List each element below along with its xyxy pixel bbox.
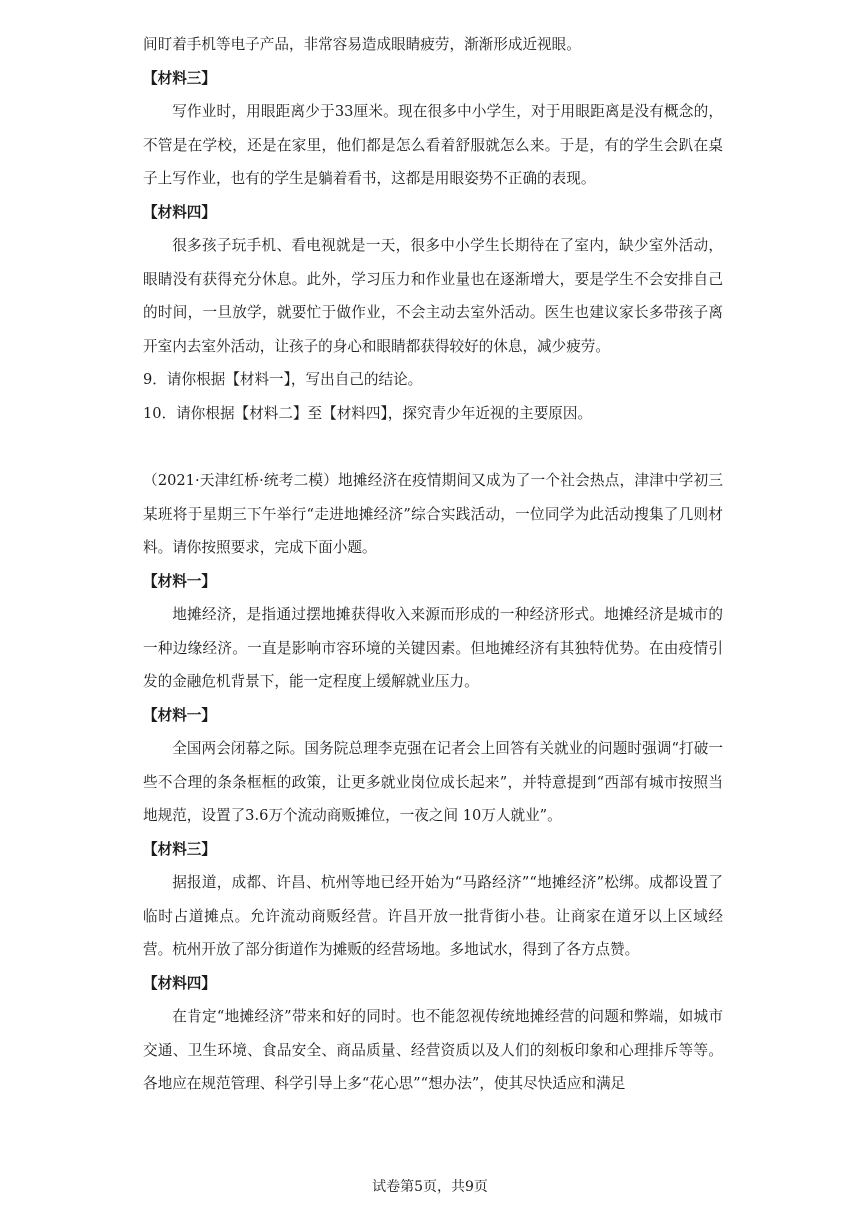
section-gap [143, 430, 723, 464]
material4-heading: 【材料四】 [143, 203, 216, 221]
question-9: 9．请你根据【材料一】，写出自己的结论。 [143, 371, 423, 388]
section2-material4-heading: 【材料四】 [143, 974, 216, 992]
section2-material2-heading: 【材料一】 [143, 706, 216, 724]
question-10: 10．请你根据【材料二】至【材料四】，探究青少年近视的主要原因。 [143, 404, 593, 422]
material3-heading: 【材料三】 [143, 69, 216, 87]
material4-text: 很多孩子玩手机、看电视就是一天，很多中小学生长期待在了室内，缺少室外活动，眼睛没有获得充分休息。此外，学习压力和作业量也在逐渐增大，要是学生不会安排自己的时间，一旦放学，就要忙于做作业，不会主动去室外活动。医生也建议家长多带孩子离开室内去室外活动，让孩子的身心和眼睛都获得较好的休息，减少疲劳。 [143, 237, 723, 355]
section2-material1-text: 地摊经济，是指通过摆地摊获得收入来源而形成的一种经济形式。地摊经济是城市的一种边缘经济。一直是影响市容环境的关键因素。但地摊经济有其独特优势。在由疫情引发的金融危机背景下，能一定程度上缓解就业压力。 [143, 606, 723, 690]
section2-material2-text: 全国两会闭幕之际。国务院总理李克强在记者会上回答有关就业的问题时强调“打破一些不合理的条条框框的政策，让更多就业岗位成长起来”，并特意提到“西部有城市按照当地规范，设置了3.6万个流动商贩摊位，一夜之间 10万人就业”。 [143, 740, 723, 824]
section2-material3-text: 据报道，成都、许昌、杭州等地已经开始为“马路经济”“地摊经济”松绑。成都设置了临时占道摊点。允许流动商贩经营。许昌开放一批背街小巷。让商家在道牙以上区域经营。杭州开放了部分街道作为摊贩的经营场地。多地试水，得到了各方点赞。 [143, 874, 723, 958]
section2-material4-text: 在肯定“地摊经济”带来和好的同时。也不能忽视传统地摊经营的问题和弊端，如城市交通、卫生环境、食品安全、商品质量、经营资质以及人们的刻板印象和心理排斥等等。各地应在规范管理、科学引导上多“花心思”“想办法”，使其尽快适应和满足 [143, 1008, 723, 1092]
page-content [143, 28, 723, 1101]
section2-intro: （2021·天津红桥·统考二模）地摊经济在疫情期间又成为了一个社会热点，津津中学初三某班将于星期三下午举行“走进地摊经济”综合实践活动，一位同学为此活动搜集了几则材料。请你按照要求，完成下面小题。 [143, 472, 723, 556]
section2-material1-heading: 【材料一】 [143, 572, 216, 590]
material3-text: 写作业时，用眼距离少于33厘米。现在很多中小学生，对于用眼距离是没有概念的，不管是在学校，还是在家里，他们都是怎么看着舒服就怎么来。于是，有的学生会趴在桌子上写作业，也有的学生是躺着看书，这都是用眼姿势不正确的表现。 [143, 103, 723, 187]
page-footer: 试卷第5页，共9页 [372, 1179, 488, 1195]
material2-text-tail: 间盯着手机等电子产品，非常容易造成眼睛疲劳，渐渐形成近视眼。 [143, 36, 581, 53]
section2-material3-heading: 【材料三】 [143, 840, 216, 858]
